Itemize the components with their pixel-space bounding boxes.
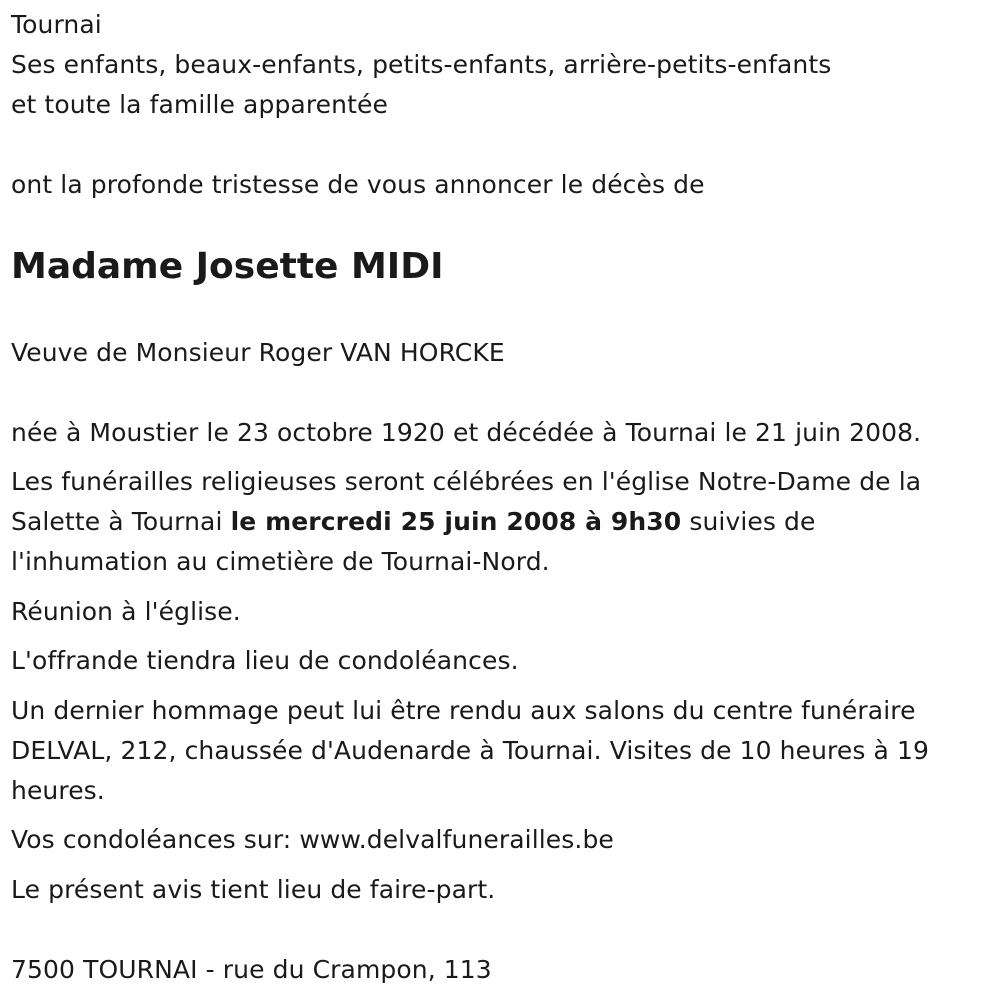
meeting-text: Réunion à l'église. [11,597,241,626]
tribute-line-1: Un dernier hommage peut lui être rendu aux salons du centre funéraire [11,696,916,725]
family-line-2: et toute la famille apparentée [11,90,388,119]
tribute-line-2: DELVAL, 212, chaussée d'Audenarde à Tournai. Visites de 10 heures à 19 [11,736,929,765]
faire-part-text: Le présent avis tient lieu de faire-part. [11,875,496,904]
family-line-1: Ses enfants, beaux-enfants, petits-enfants, arrière-petits-enfants [11,50,832,79]
funeral-date-time: le mercredi 25 juin 2008 à 9h30 [230,507,682,536]
funeral-line-2 [11,502,816,542]
funeral-line-1: Les funérailles religieuses seront célébrées en l'église Notre-Dame de la [11,467,922,496]
funeral-line-2-start: Salette à Tournai [11,507,231,536]
birth-death-text: née à Moustier le 23 octobre 1920 et décédée à Tournai le 21 juin 2008. [11,418,922,447]
funeral-line-3: l'inhumation au cimetière de Tournai-Nord. [11,547,550,576]
funeral-line-2-end: suivies de [681,507,816,536]
announcement-text: ont la profonde tristesse de vous annoncer le décès de [11,170,705,199]
widow-of-text: Veuve de Monsieur Roger VAN HORCKE [11,338,505,367]
tribute-line-3: heures. [11,776,105,805]
deceased-name: Madame Josette MIDI [11,246,444,287]
city-heading: Tournai [11,10,102,39]
family-address: 7500 TOURNAI - rue du Crampon, 113 [11,955,492,984]
condolences-text: Vos condoléances sur: www.delvalfunerailles.be [11,825,614,854]
offering-text: L'offrande tiendra lieu de condoléances. [11,646,519,675]
